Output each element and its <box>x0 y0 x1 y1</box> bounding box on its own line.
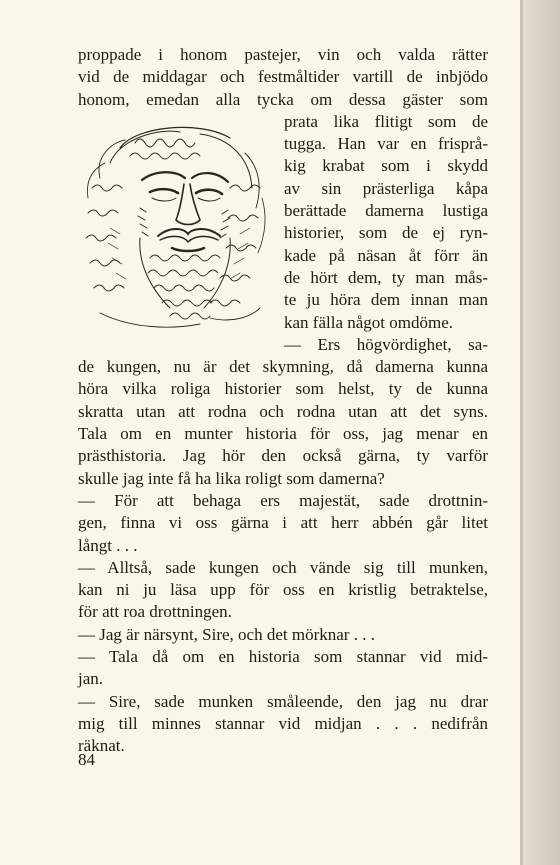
text-line: vid de middagar och festmåltider vartill de inbjödo <box>78 67 488 87</box>
text-line: prästhistoria. Jag hör den också gärna, ty varför <box>78 446 488 466</box>
text-line: kan fälla något omdöme. <box>284 312 454 332</box>
text-line: kan ni ju läsa upp för oss en kristlig betraktelse, <box>78 580 488 600</box>
text-line: räknat. <box>78 736 125 756</box>
text-line: mig till minnes stannar vid midjan . . . nedifrån <box>78 713 488 733</box>
text-line: Tala om en munter historia för oss, jag menar en <box>78 424 488 444</box>
text-line: tugga. Han var en frisprå- <box>284 134 488 154</box>
text-line: — Ers högvördighet, sa- <box>284 334 488 354</box>
text-line: — Sire, sade munken småleende, den jag nu drar <box>78 691 488 711</box>
text-line: — Jag är närsynt, Sire, och det mörknar . . . <box>78 624 375 644</box>
monk-portrait-illustration <box>80 118 272 332</box>
text-line: skratta utan att rodna och rodna utan att det syns. <box>78 401 488 421</box>
text-line: te ju höra dem innan man <box>284 290 488 310</box>
text-line: långt . . . <box>78 535 138 555</box>
text-line: skulle jag inte få ha lika roligt som damerna? <box>78 468 385 488</box>
text-line: — Alltså, sade kungen och vände sig till munken, <box>78 557 488 577</box>
text-line: de hört dem, ty man mås- <box>284 267 488 287</box>
text-line: — För att behaga ers majestät, sade drottnin- <box>78 490 488 510</box>
text-line: proppade i honom pastejer, vin och valda rätter <box>78 45 488 64</box>
text-line: för att roa drottningen. <box>78 602 232 622</box>
text-line: berättade damerna lustiga <box>284 201 488 221</box>
text-line: höra vilka roliga historier som helst, ty de kunna <box>78 379 488 399</box>
text-line: kade på näsan åt förr än <box>284 245 488 265</box>
text-line: de kungen, nu är det skymning, då damerna kunna <box>78 357 488 377</box>
text-line: honom, emedan alla tycka om dessa gäster som <box>78 89 488 109</box>
page-number: 84 <box>78 750 95 769</box>
text-line: gen, finna vi oss gärna i att herr abbén går litet <box>78 513 488 533</box>
text-line: — Tala då om en historia som stannar vid mid- <box>78 647 488 667</box>
page-edge <box>520 0 560 865</box>
text-line: historier, som de ej ryn- <box>284 223 488 243</box>
text-line: prata lika flitigt som de <box>284 111 488 131</box>
text-line: av sin prästerliga kåpa <box>284 178 488 198</box>
text-line: kig krabat som i skydd <box>284 156 488 176</box>
text-line: jan. <box>78 669 104 689</box>
